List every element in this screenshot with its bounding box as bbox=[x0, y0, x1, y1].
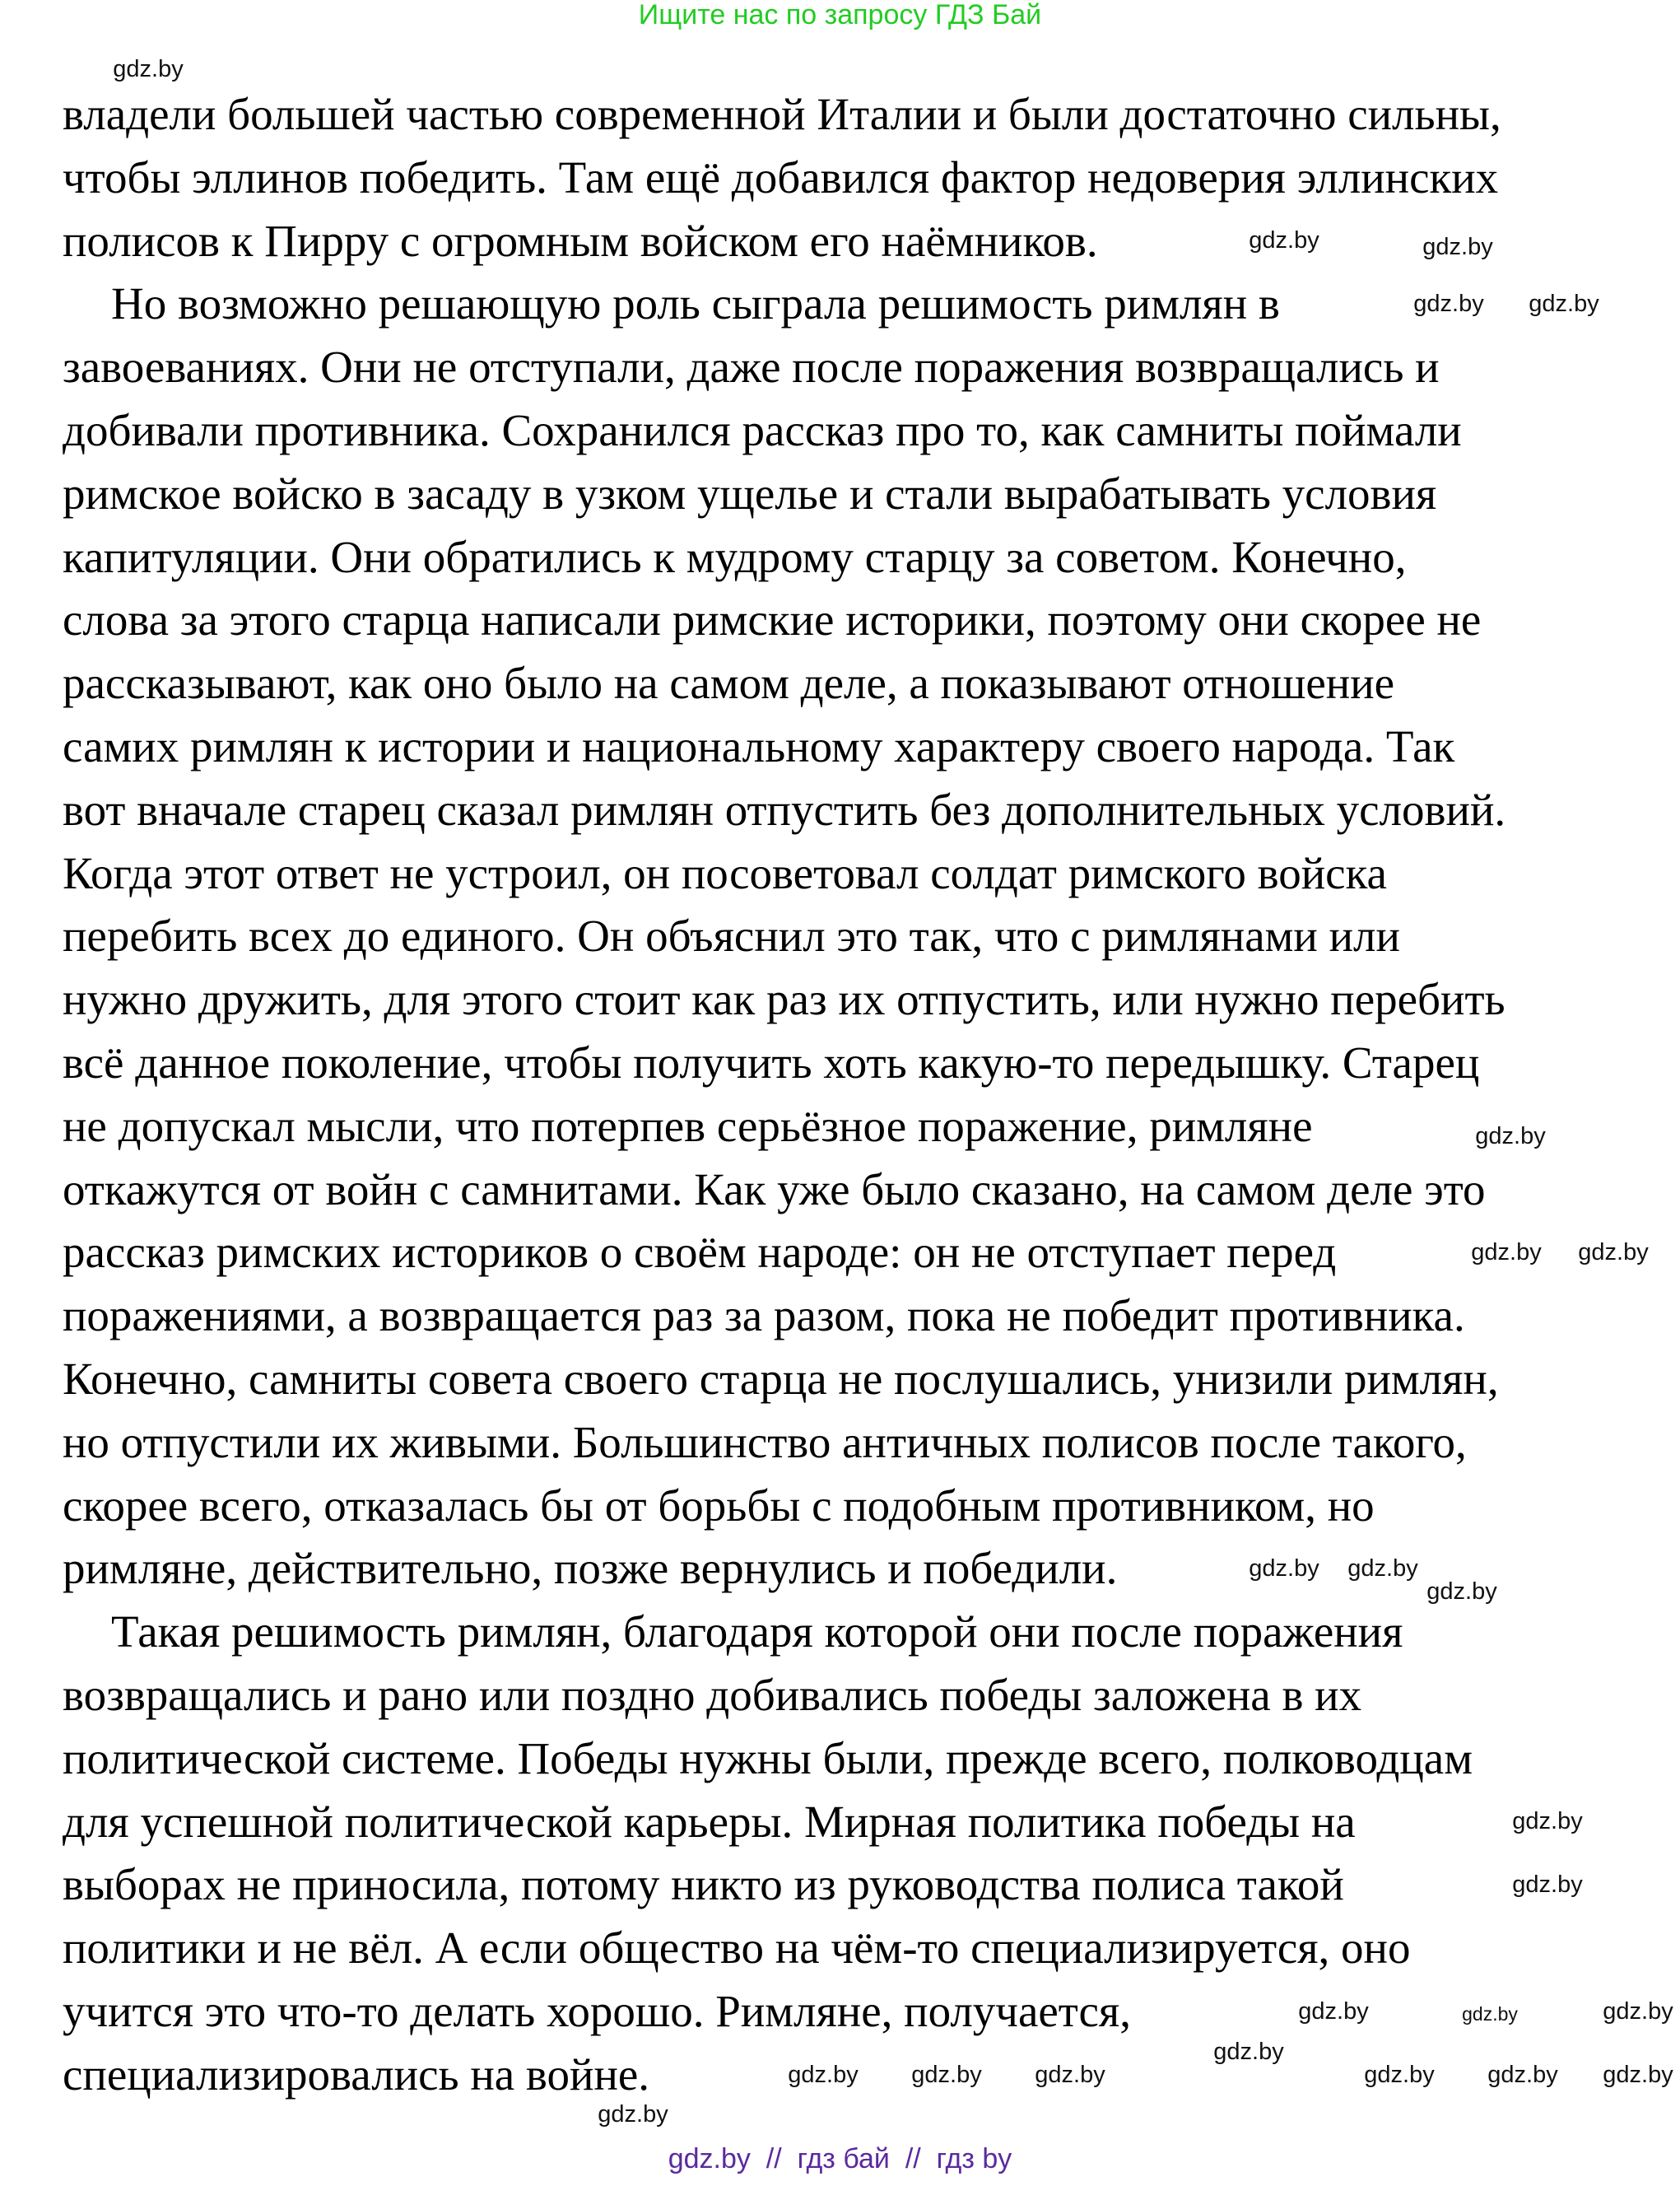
text-line: Конечно, самниты совета своего старца не послушались, унизили римлян, bbox=[63, 1353, 1499, 1404]
text-line: завоеваниях. Они не отступали, даже после поражения возвращались и bbox=[63, 342, 1440, 393]
text-line: выборах не приносила, потому никто из руководства полиса такой bbox=[63, 1859, 1344, 1910]
watermark: gdz.by bbox=[1475, 1123, 1546, 1149]
watermark: gdz.by bbox=[1603, 1998, 1673, 2025]
text-line: рассказывают, как оно было на самом деле, а показывают отношение bbox=[63, 658, 1395, 709]
text-line: слова за этого старца написали римские историки, поэтому они скорее не bbox=[63, 594, 1482, 646]
document-body bbox=[63, 89, 1505, 2113]
watermark: gdz.by bbox=[1298, 1998, 1369, 2025]
text-line: всё данное поколение, чтобы получить хоть какую-то передышку. Старец bbox=[63, 1037, 1480, 1088]
watermark: gdz.by bbox=[1487, 2062, 1558, 2088]
watermark: gdz.by bbox=[1364, 2062, 1435, 2088]
watermark: gdz.by bbox=[1603, 2062, 1673, 2088]
watermark: gdz.by bbox=[788, 2062, 859, 2088]
watermark: gdz.by bbox=[1422, 234, 1493, 260]
text-line: рассказ римских историков о своём народе: он не отступает перед bbox=[63, 1227, 1337, 1278]
watermark: gdz.by bbox=[1512, 1871, 1583, 1898]
text-line: но отпустили их живыми. Большинство античных полисов после такого, bbox=[63, 1416, 1467, 1467]
text-line: не допускал мысли, что потерпев серьёзное поражение, римляне bbox=[63, 1100, 1313, 1151]
text-line: Такая решимость римлян, благодаря которой они после поражения bbox=[111, 1606, 1403, 1657]
watermark: gdz.by bbox=[1426, 1578, 1497, 1605]
watermark: gdz.by bbox=[598, 2101, 668, 2128]
text-line: возвращались и рано или поздно добивались победы заложена в их bbox=[63, 1669, 1362, 1720]
watermark: gdz.by bbox=[1249, 1555, 1319, 1582]
text-line: чтобы эллинов победить. Там ещё добавился фактор недоверия эллинских bbox=[63, 151, 1499, 203]
text-line: добивали противника. Сохранился рассказ про то, как самниты поймали bbox=[63, 404, 1462, 455]
watermark: gdz.by bbox=[911, 2062, 982, 2088]
text-line: политики и не вёл. А если общество на чём-то специализируется, оно bbox=[63, 1923, 1411, 1974]
watermark: gdz.by bbox=[1347, 1555, 1418, 1582]
watermark: gdz.by bbox=[1471, 1239, 1542, 1265]
text-line: римляне, действительно, позже вернулись и победили. bbox=[63, 1543, 1118, 1594]
watermark: gdz.by bbox=[1213, 2039, 1284, 2065]
site-footer-links[interactable]: gdz.by // гдз бай // гдз by bbox=[668, 2143, 1012, 2174]
text-line: политической системе. Победы нужны были, прежде всего, полководцам bbox=[63, 1732, 1473, 1783]
text-line: самих римлян к истории и национальному характеру своего народа. Так bbox=[63, 720, 1455, 771]
text-line: Когда этот ответ не устроил, он посоветовал солдат римского войска bbox=[63, 847, 1387, 898]
watermark: gdz.by bbox=[1413, 291, 1484, 317]
text-line: капитуляции. Они обратились к мудрому старцу за советом. Конечно, bbox=[63, 531, 1407, 582]
watermark: gdz.by bbox=[113, 56, 184, 82]
text-line: полисов к Пирру с огромным войском его наёмников. bbox=[63, 215, 1098, 266]
watermark: gdz.by bbox=[1462, 2003, 1518, 2025]
text-line: нужно дружить, для этого стоит как раз их отпустить, или нужно перебить bbox=[63, 974, 1505, 1025]
text-line: Но возможно решающую роль сыграла решимость римлян в bbox=[111, 278, 1280, 329]
text-line: для успешной политической карьеры. Мирная политика победы на bbox=[63, 1796, 1356, 1847]
text-line: владели большей частью современной Италии и были достаточно сильны, bbox=[63, 89, 1501, 139]
watermark: gdz.by bbox=[1529, 291, 1599, 317]
text-line: римское войско в засаду в узком ущелье и стали вырабатывать условия bbox=[63, 468, 1437, 519]
watermark: gdz.by bbox=[1578, 1239, 1649, 1265]
text-line: перебить всех до единого. Он объяснил это так, что с римлянами или bbox=[63, 911, 1400, 962]
watermark: gdz.by bbox=[1249, 227, 1319, 254]
text-line: специализировались на войне. bbox=[63, 2049, 650, 2100]
watermark: gdz.by bbox=[1035, 2062, 1105, 2088]
text-line: поражениями, а возвращается раз за разом, пока не победит противника. bbox=[63, 1290, 1465, 1341]
text-line: вот вначале старец сказал римлян отпустить без дополнительных условий. bbox=[63, 784, 1506, 835]
text-line: учится это что-то делать хорошо. Римляне, получается, bbox=[63, 1985, 1131, 2036]
search-hint-banner: Ищите нас по запросу ГДЗ Бай bbox=[638, 0, 1042, 30]
text-line: скорее всего, отказалась бы от борьбы с подобным противником, но bbox=[63, 1480, 1375, 1531]
watermark: gdz.by bbox=[1512, 1808, 1583, 1834]
text-line: откажутся от войн с самнитами. Как уже было сказано, на самом деле это bbox=[63, 1163, 1486, 1214]
